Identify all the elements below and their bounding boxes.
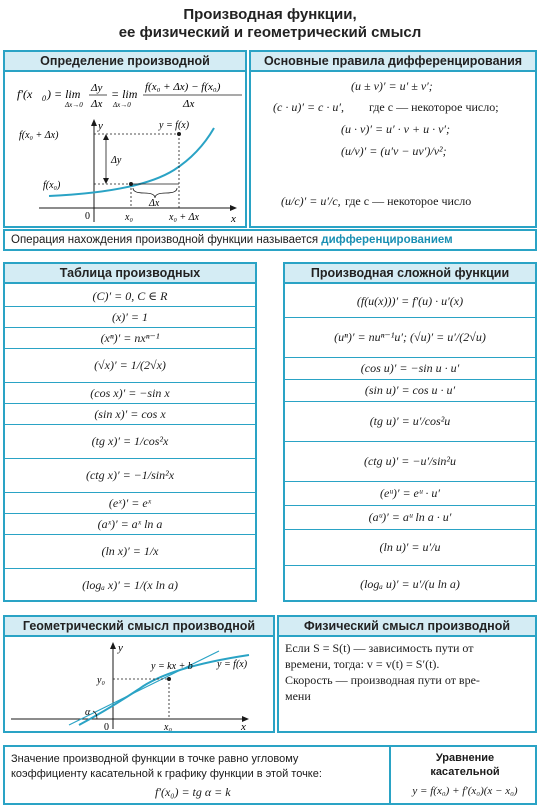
table-row: (x)′ = 1: [5, 307, 255, 328]
def-x0-label: x₀: [125, 212, 133, 223]
svg-text:Δx: Δx: [91, 98, 103, 110]
tangent-title1: Уравнение: [435, 752, 495, 764]
geo-y0-label: y₀: [97, 675, 105, 686]
table-row: (ctg x)′ = −1/sin²x: [5, 459, 255, 493]
geo-tangent-label: y = kx + b: [151, 661, 193, 672]
svg-text:Δx→0: Δx→0: [65, 101, 83, 109]
definition-graph: [9, 118, 245, 226]
complex-row: (ln u)′ = u′/u: [285, 530, 535, 566]
page-title-line1: Производная функции,: [183, 6, 357, 23]
svg-text:0: 0: [42, 94, 46, 103]
complex-derivative-panel: [283, 262, 537, 602]
physical-header: Физический смысл производной: [279, 617, 535, 637]
svg-text:Δx→0: Δx→0: [113, 101, 131, 109]
complex-row: (ctg u)′ = −u′/sin²u: [285, 442, 535, 482]
bottom-panel: [3, 745, 537, 805]
complex-row: (tg u)′ = u′/cos²u: [285, 402, 535, 442]
geometric-graph: [9, 639, 271, 731]
definition-header: Определение производной: [5, 52, 245, 72]
operation-highlight: дифференцированием: [321, 234, 453, 246]
svg-text:) = lim: ) = lim: [47, 87, 81, 101]
svg-text:f(x₀ + Δx) − f(x₀): f(x₀ + Δx) − f(x₀): [145, 81, 221, 93]
table-row: (xⁿ)′ = nxⁿ⁻¹: [5, 328, 255, 349]
geo-alpha-label: α: [85, 707, 91, 718]
rule-product: (u · v)′ = u′ · v + u · v′;: [341, 122, 451, 136]
complex-row: (sin u)′ = cos u · u′: [285, 380, 535, 402]
geo-curve-label: y = f(x): [217, 659, 248, 670]
physical-line4: мени: [285, 689, 311, 703]
rules-header: Основные правила дифференцирования: [251, 52, 535, 72]
rule-const-mult-note: где c — некоторое число;: [369, 100, 499, 114]
def-delta-y-label: Δy: [111, 155, 122, 166]
rule-divide-const-note: где c — некоторое число: [345, 194, 472, 208]
table-row: (tg x)′ = 1/cos²x: [5, 425, 255, 459]
rule-quotient: (u/v)′ = (u′v − uv′)/v²;: [341, 144, 447, 158]
geo-origin-label: 0: [104, 722, 109, 731]
rule-divide-const: (u/c)′ = u′/c,: [281, 194, 341, 208]
def-f-x0-label: f(x₀): [43, 180, 61, 191]
svg-text:f′(x: f′(x: [17, 87, 33, 101]
table-row: (sin x)′ = cos x: [5, 404, 255, 425]
table-row: (C)′ = 0, C ∈ R: [5, 286, 255, 307]
physical-line3: Скорость — производная пути от вре-: [285, 673, 480, 687]
def-x0-dx-label: x₀ + Δx: [169, 212, 199, 223]
rule-sum: (u ± v)′ = u′ ± v′;: [351, 79, 433, 93]
physical-line1: Если S = S(t) — зависимость пути от: [285, 641, 474, 655]
table-row: (cos x)′ = −sin x: [5, 383, 255, 404]
operation-panel: [3, 229, 537, 251]
definition-panel: [3, 50, 247, 228]
geo-x-axis-label: x: [241, 721, 246, 731]
svg-text:= lim: = lim: [111, 87, 138, 101]
svg-text:Δx: Δx: [183, 98, 195, 110]
def-x-axis-label: x: [231, 213, 236, 225]
def-f-x0-dx-label: f(x₀ + Δx): [19, 130, 59, 141]
physical-panel: [277, 615, 537, 733]
derivative-definition-formula: [15, 76, 245, 120]
bottom-line2: коэффициенту касательной к графику функции в этой точке:: [11, 768, 322, 780]
def-origin-label: 0: [85, 211, 90, 222]
bottom-formula: f′(x₀) = tg α = k: [155, 785, 231, 799]
bottom-divider: [389, 747, 391, 803]
geometric-panel: [3, 615, 275, 733]
table-row: (eˣ)′ = eˣ: [5, 493, 255, 514]
physical-line2: времени, тогда: v = v(t) = S′(t).: [285, 657, 440, 671]
tangent-title2: касательной: [430, 766, 500, 778]
def-y-axis-label: y: [98, 120, 103, 132]
table-row: (aˣ)′ = aˣ ln a: [5, 514, 255, 535]
complex-row: (eᵘ)′ = eᵘ · u′: [285, 482, 535, 506]
complex-row: (cos u)′ = −sin u · u′: [285, 358, 535, 380]
derivatives-table-header: Таблица производных: [5, 264, 255, 284]
geo-y-axis-label: y: [118, 642, 123, 654]
def-curve-label: y = f(x): [159, 120, 190, 131]
rules-panel: [249, 50, 537, 228]
geo-x0-label: x₀: [164, 722, 172, 731]
tangent-formula: y = f(x₀) + f′(x₀)(x − x₀): [412, 785, 518, 797]
definition-formula-svg: [15, 76, 245, 116]
rule-const-mult: (c · u)′ = c · u′,: [273, 100, 344, 114]
svg-text:Δy: Δy: [91, 82, 103, 94]
def-delta-x-label: Δx: [149, 198, 160, 209]
geometric-header: Геометрический смысл производной: [5, 617, 273, 637]
complex-derivative-header: Производная сложной функции: [285, 264, 535, 284]
complex-row: (logₐ u)′ = u′/(u ln a): [360, 576, 460, 591]
complex-row: (aᵘ)′ = aᵘ ln a · u′: [285, 506, 535, 530]
table-row: (ln x)′ = 1/x: [5, 535, 255, 569]
bottom-line1: Значение производной функции в точке равно угловому: [11, 753, 299, 765]
table-row: (√x)′ = 1/(2√x): [5, 349, 255, 383]
page-title-line2: ее физический и геометрический смысл: [118, 24, 422, 41]
table-row: (logₐ x)′ = 1/(x ln a): [82, 578, 178, 592]
complex-row: (uⁿ)′ = nuⁿ⁻¹u′; (√u)′ = u′/(2√u): [285, 318, 535, 358]
operation-text: Операция нахождения производной функции называется дифференцированием: [11, 234, 453, 246]
complex-row: (f(u(x)))′ = f′(u) · u′(x): [285, 286, 535, 318]
derivatives-table-panel: [3, 262, 257, 602]
